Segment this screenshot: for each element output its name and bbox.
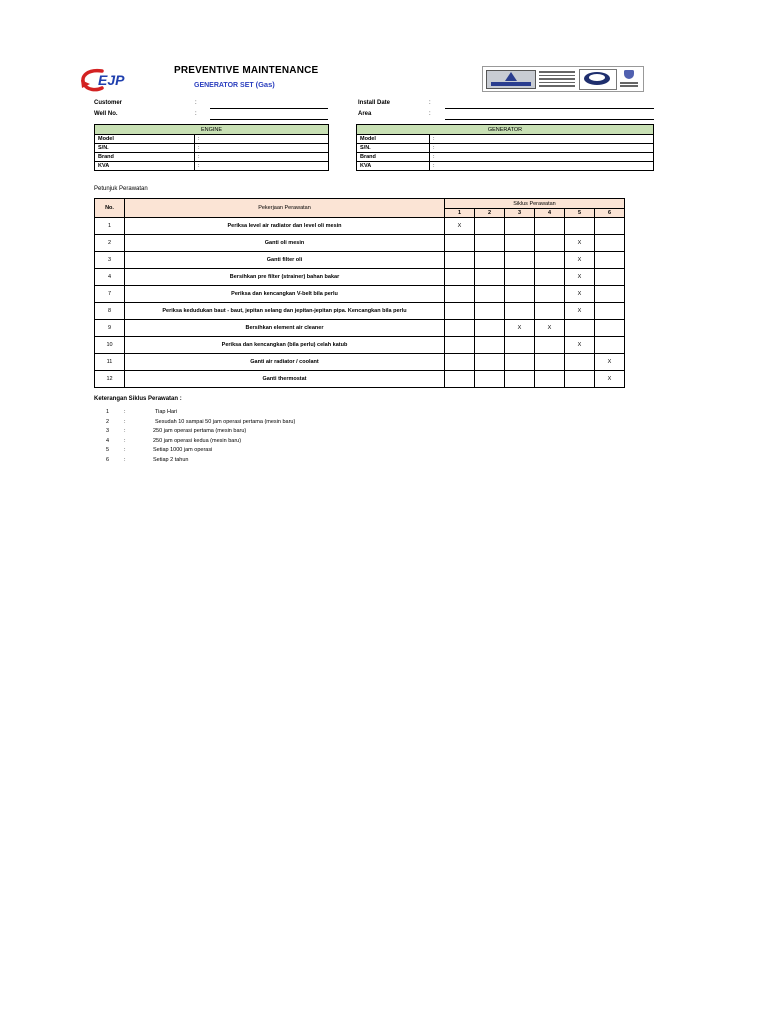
cycle-mark-cell[interactable]	[505, 337, 535, 354]
legend-number: 3	[106, 428, 110, 434]
cycle-number-5: 5	[565, 209, 595, 218]
table-row	[95, 337, 625, 354]
cycle-mark-cell[interactable]: X	[565, 252, 595, 269]
cycle-mark-cell[interactable]	[475, 286, 505, 303]
cycle-mark-cell[interactable]	[535, 354, 565, 371]
legend-text: 250 jam operasi kedua (mesin baru)	[153, 437, 242, 444]
cycle-mark-cell[interactable]	[475, 235, 505, 252]
cycle-mark-cell[interactable]	[505, 252, 535, 269]
cycle-mark-cell[interactable]	[445, 354, 475, 371]
cycle-mark-cell[interactable]: X	[595, 371, 625, 388]
legend-colon: :	[124, 456, 126, 463]
cycle-mark-cell[interactable]: X	[565, 303, 595, 320]
engine-kva-value[interactable]: :	[195, 162, 329, 171]
well-field[interactable]	[210, 119, 328, 120]
cycle-header: Siklus Perawatan	[445, 199, 625, 209]
cycle-number-1: 1	[445, 209, 475, 218]
cycle-mark-cell[interactable]	[535, 286, 565, 303]
cycle-mark-cell[interactable]	[445, 269, 475, 286]
cycle-mark-cell[interactable]	[505, 303, 535, 320]
legend-number: 5	[106, 447, 110, 453]
legend-text: Setiap 2 tahun	[153, 456, 189, 463]
legend-text: Setiap 1000 jam operasi	[153, 447, 213, 453]
row-number: 9	[95, 320, 125, 337]
cycle-mark-cell[interactable]: X	[505, 320, 535, 337]
generator-row	[357, 153, 654, 162]
row-number: 1	[95, 218, 125, 235]
cycle-mark-cell[interactable]	[445, 286, 475, 303]
cycle-mark-cell[interactable]	[565, 371, 595, 388]
install-date-label: Install Date	[358, 100, 391, 106]
cycle-mark-cell[interactable]	[505, 371, 535, 388]
cycle-mark-cell[interactable]	[595, 303, 625, 320]
row-number: 8	[95, 303, 125, 320]
engine-kva-label: KVA	[95, 162, 195, 171]
task-description: Bersihkan pre filter (strainer) bahan bakar	[125, 269, 445, 286]
company-logo	[78, 66, 156, 94]
cycle-mark-cell[interactable]	[595, 218, 625, 235]
table-row	[95, 371, 625, 388]
cycle-mark-cell[interactable]	[565, 218, 595, 235]
cycle-mark-cell[interactable]	[475, 337, 505, 354]
task-description: Periksa level air radiator dan level oli mesin	[125, 218, 445, 235]
task-description: Ganti filter oli	[125, 252, 445, 269]
acm-cert-icon	[579, 69, 617, 90]
generator-kva-label: KVA	[357, 162, 430, 171]
management-system-icon	[539, 69, 575, 89]
subtitle-prefix: GENERATOR SET	[194, 82, 254, 89]
legend-colon: :	[124, 437, 126, 444]
cycle-mark-cell[interactable]	[475, 371, 505, 388]
area-colon: :	[429, 111, 431, 117]
engine-sn-value[interactable]: :	[195, 144, 329, 153]
task-description: Ganti thermostat	[125, 371, 445, 388]
cycle-mark-cell[interactable]	[595, 252, 625, 269]
iso-cert-icon	[486, 70, 536, 89]
customer-label: Customer	[94, 100, 123, 106]
legend-text: Tiap Hari	[155, 409, 178, 415]
engine-row	[95, 153, 329, 162]
cycle-mark-cell[interactable]: X	[565, 269, 595, 286]
cycle-number-3: 3	[505, 209, 535, 218]
logo-text: EJP	[98, 72, 125, 88]
cycle-mark-cell[interactable]	[475, 252, 505, 269]
cycle-mark-cell[interactable]	[535, 269, 565, 286]
cycle-mark-cell[interactable]	[475, 218, 505, 235]
legend-number: 1	[106, 409, 110, 415]
engine-table	[94, 124, 329, 171]
legend-text: Sesudah 10 sampai 50 jam operasi pertama (mesin baru)	[155, 418, 296, 425]
cycle-mark-cell[interactable]	[445, 252, 475, 269]
cycle-mark-cell[interactable]	[445, 337, 475, 354]
cycle-mark-cell[interactable]: X	[565, 235, 595, 252]
cycle-mark-cell[interactable]: X	[445, 218, 475, 235]
table-row	[95, 320, 625, 337]
engine-row	[95, 135, 329, 144]
legend-colon: :	[124, 409, 126, 415]
engine-model-label: Model	[95, 135, 195, 144]
table-row	[95, 252, 625, 269]
task-description: Bersihkan element air cleaner	[125, 320, 445, 337]
cycle-mark-cell[interactable]	[565, 320, 595, 337]
cycle-mark-cell[interactable]: X	[595, 354, 625, 371]
legend-colon: :	[124, 418, 126, 425]
generator-row	[357, 144, 654, 153]
legend-colon: :	[124, 428, 126, 434]
page-title: PREVENTIVE MAINTENANCE	[174, 65, 319, 76]
cycle-mark-cell[interactable]	[595, 269, 625, 286]
no-header: No.	[95, 199, 125, 218]
legend-number: 2	[106, 418, 110, 425]
accreditation-icon	[619, 69, 639, 88]
cycle-mark-cell[interactable]	[445, 320, 475, 337]
cycle-mark-cell[interactable]	[505, 354, 535, 371]
cycle-mark-cell[interactable]	[445, 371, 475, 388]
cycle-mark-cell[interactable]	[535, 371, 565, 388]
cycle-mark-cell[interactable]	[535, 218, 565, 235]
generator-header: GENERATOR	[357, 125, 654, 135]
engine-brand-label: Brand	[95, 153, 195, 162]
cycle-mark-cell[interactable]	[475, 320, 505, 337]
generator-kva-value[interactable]: :	[430, 162, 654, 171]
maintenance-table	[94, 198, 625, 388]
engine-header: ENGINE	[95, 125, 329, 135]
cycle-mark-cell[interactable]: X	[565, 286, 595, 303]
well-label: Well No.	[94, 111, 118, 117]
row-number: 2	[95, 235, 125, 252]
generator-model-label: Model	[357, 135, 430, 144]
cycle-mark-cell[interactable]	[535, 303, 565, 320]
cycle-mark-cell[interactable]	[445, 303, 475, 320]
cycle-mark-cell[interactable]: X	[565, 337, 595, 354]
row-number: 12	[95, 371, 125, 388]
cycle-mark-cell[interactable]	[535, 337, 565, 354]
certification-logos	[482, 66, 644, 92]
customer-colon: :	[195, 100, 197, 106]
generator-row	[357, 162, 654, 171]
generator-row	[357, 135, 654, 144]
task-description: Periksa dan kencangkan V-belt bila perlu	[125, 286, 445, 303]
cycle-number-6: 6	[595, 209, 625, 218]
task-description: Ganti air radiator / coolant	[125, 354, 445, 371]
legend-number: 6	[106, 456, 110, 463]
cycle-mark-cell[interactable]	[535, 235, 565, 252]
cycle-number-2: 2	[475, 209, 505, 218]
row-number: 7	[95, 286, 125, 303]
task-description: Periksa kedudukan baut - baut, jepitan selang dan jepitan-jepitan pipa. Kencangkan bila perlu	[125, 303, 445, 320]
row-number: 4	[95, 269, 125, 286]
legend-number: 4	[106, 437, 110, 444]
cycle-mark-cell[interactable]	[505, 218, 535, 235]
task-description: Periksa dan kencangkan (bila perlu) celah katub	[125, 337, 445, 354]
subtitle-suffix: (Gas)	[255, 80, 275, 89]
table-row	[95, 303, 625, 320]
legend-title: Keterangan Siklus Perawatan :	[94, 396, 182, 402]
install-date-field[interactable]	[445, 108, 654, 109]
page-subtitle	[194, 80, 275, 89]
table-row	[95, 269, 625, 286]
cycle-mark-cell[interactable]	[505, 235, 535, 252]
row-number: 3	[95, 252, 125, 269]
well-colon: :	[195, 111, 197, 117]
row-number: 11	[95, 354, 125, 371]
table-row	[95, 354, 625, 371]
cycle-mark-cell[interactable]	[595, 235, 625, 252]
install-date-colon: :	[429, 100, 431, 106]
table-row	[95, 286, 625, 303]
cycle-mark-cell[interactable]	[565, 354, 595, 371]
cycle-mark-cell[interactable]	[505, 286, 535, 303]
legend-colon: :	[124, 447, 126, 453]
cycle-mark-cell[interactable]	[595, 286, 625, 303]
engine-row	[95, 162, 329, 171]
engine-model-value[interactable]: :	[195, 135, 329, 144]
cycle-mark-cell[interactable]	[595, 337, 625, 354]
cycle-mark-cell[interactable]: X	[535, 320, 565, 337]
cycle-mark-cell[interactable]	[505, 269, 535, 286]
petunjuk-label: Petunjuk Perawatan	[94, 186, 148, 192]
cycle-mark-cell[interactable]	[475, 269, 505, 286]
engine-row	[95, 144, 329, 153]
generator-brand-value[interactable]: :	[430, 153, 654, 162]
generator-sn-value[interactable]: :	[430, 144, 654, 153]
task-header: Pekerjaan Perawatan	[125, 199, 445, 218]
engine-brand-value[interactable]: :	[195, 153, 329, 162]
area-field[interactable]	[445, 119, 654, 120]
customer-field[interactable]	[210, 108, 328, 109]
cycle-mark-cell[interactable]	[535, 252, 565, 269]
area-label: Area	[358, 111, 372, 117]
engine-sn-label: S/N.	[95, 144, 195, 153]
table-row	[95, 235, 625, 252]
cycle-mark-cell[interactable]	[475, 354, 505, 371]
generator-model-value[interactable]: :	[430, 135, 654, 144]
cycle-mark-cell[interactable]	[475, 303, 505, 320]
row-number: 10	[95, 337, 125, 354]
generator-sn-label: S/N.	[357, 144, 430, 153]
legend-text: 250 jam operasi pertama (mesin baru)	[153, 428, 247, 434]
generator-table	[356, 124, 654, 171]
task-description: Ganti oli mesin	[125, 235, 445, 252]
cycle-number-4: 4	[535, 209, 565, 218]
cycle-mark-cell[interactable]	[595, 320, 625, 337]
generator-brand-label: Brand	[357, 153, 430, 162]
table-row	[95, 218, 625, 235]
cycle-mark-cell[interactable]	[445, 235, 475, 252]
